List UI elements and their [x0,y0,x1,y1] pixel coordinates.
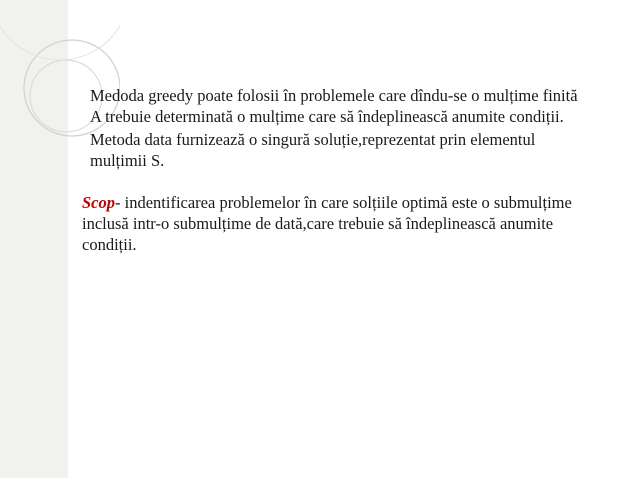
paragraph-scope [82,192,582,255]
scope-text: - indentificarea problemelor în care solțiile optimă este o submulțime inclusă intr-o submulțime de dată,care trebuie să îndeplinească anumite condiții [82,193,572,254]
scope-term: Scop [82,193,115,212]
paragraph-solution: Metoda data furnizează o singură soluție,reprezentat prin elementul mulțimii S. [90,130,536,170]
scope-end: . [132,235,137,254]
slide-body [82,85,582,255]
paragraph-greedy-definition: Medoda greedy poate folosii în problemele care dîndu-se o mulțime finită A trebuie determinată o mulțime care să îndeplinească anumite condiții. [90,86,578,126]
